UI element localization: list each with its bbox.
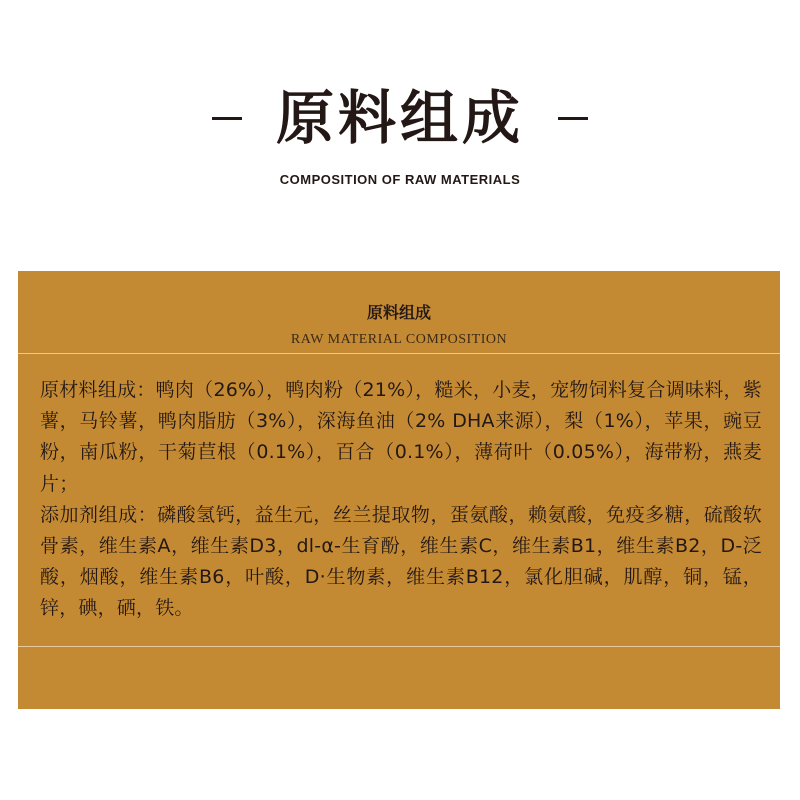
title-row bbox=[0, 78, 800, 158]
composition-text bbox=[40, 375, 762, 625]
top-divider bbox=[18, 353, 780, 354]
composition-panel bbox=[18, 271, 780, 709]
panel-title: 原料组成 bbox=[366, 303, 431, 322]
page-subtitle: COMPOSITION OF RAW MATERIALS bbox=[279, 172, 521, 187]
title-right-dash bbox=[558, 117, 588, 120]
page-header bbox=[0, 0, 800, 200]
raw-materials-paragraph: 原材料组成：鸭肉（26%），鸭肉粉（21%），糙米，小麦，宠物饲料复合调味料，紫薯，马铃薯，鸭肉脂肪（3%），深海鱼油（2% DHA来源），梨（1%），苹果，豌豆粉，南瓜粉，干菊苣根（0.1%），百合（0.1%），薄荷叶（0.05%），海带粉，燕麦片； bbox=[40, 379, 762, 495]
panel-subtitle: RAW MATERIAL COMPOSITION bbox=[290, 332, 508, 347]
additives-paragraph: 添加剂组成：磷酸氢钙，益生元，丝兰提取物，蛋氨酸，赖氨酸，免疫多糖，硫酸软骨素，维生素A，维生素D3，dl-α-生育酚，维生素C，维生素B1，维生素B2，D-泛酸，烟酸，维生素B6，叶酸，D·生物素，维生素B12，氯化胆碱，肌醇，铜，锰，锌，碘，硒，铁。 bbox=[40, 503, 762, 620]
title-left-dash bbox=[212, 117, 242, 120]
page-title: 原料组成 bbox=[275, 84, 524, 152]
bottom-divider bbox=[18, 646, 780, 647]
